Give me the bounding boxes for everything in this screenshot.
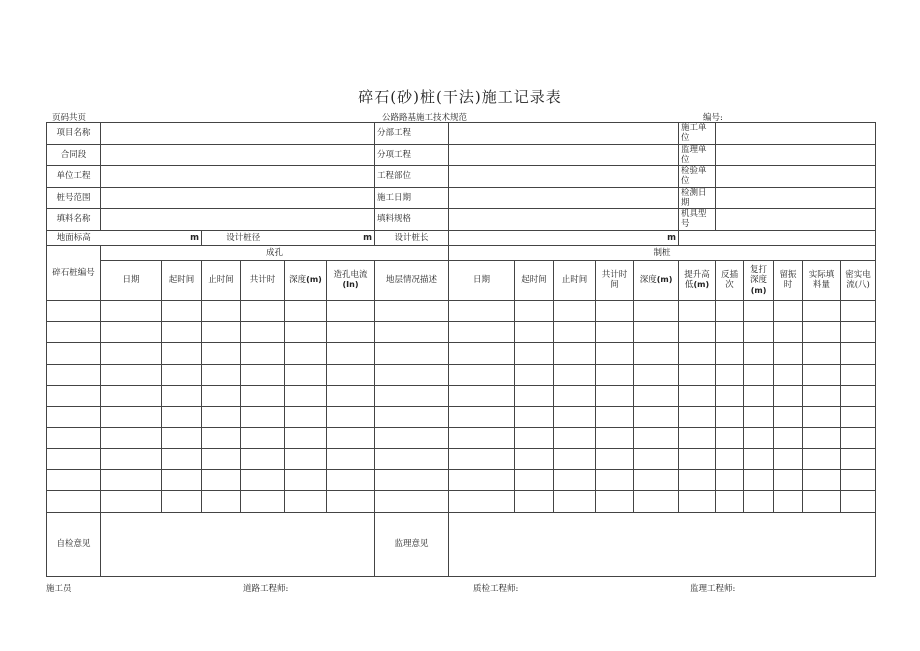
entry-cell[interactable] [375,491,449,512]
info-value-field[interactable] [716,166,876,188]
entry-cell[interactable] [285,470,327,491]
info-label: 监理单位 [679,144,716,166]
entry-cell[interactable] [774,470,803,491]
vibration-time-header: 留振时 [774,260,803,300]
info-value-field[interactable] [101,144,375,166]
construction-record-table [46,122,876,577]
entry-cell[interactable] [803,385,841,406]
road-engineer-label: 道路工程师: [243,584,289,594]
entry-cell[interactable] [162,301,202,322]
info-value-field[interactable] [716,144,876,166]
entry-cell[interactable] [774,301,803,322]
entry-cell[interactable] [716,301,744,322]
entry-cell[interactable] [744,491,774,512]
entry-cell[interactable] [285,427,327,448]
entry-cell[interactable] [744,322,774,343]
entry-cell[interactable] [47,470,101,491]
entry-cell[interactable] [774,343,803,364]
entry-cell[interactable] [716,322,744,343]
entry-cell[interactable] [634,449,679,470]
table-row [47,322,876,343]
info-label: 分部工程 [375,123,449,145]
entry-cell[interactable] [774,385,803,406]
entry-cell[interactable] [162,406,202,427]
entry-cell[interactable] [202,491,241,512]
info-label: 单位工程 [47,166,101,188]
self-check-label: 自检意见 [47,512,101,576]
entry-cell[interactable] [285,491,327,512]
entry-cell[interactable] [554,385,596,406]
entry-cell[interactable] [101,301,162,322]
design-length-label: 设计桩长 [375,230,449,245]
pile-start-header: 起时间 [515,260,554,300]
ground-elevation-label: 地面标高 [47,230,101,245]
info-label: 施工日期 [375,187,449,209]
supervision-label: 监理意见 [375,512,449,576]
info-label: 工程部位 [375,166,449,188]
entry-cell[interactable] [515,364,554,385]
design-diameter-unit: m [285,230,375,245]
entry-cell[interactable] [241,301,285,322]
entry-cell[interactable] [679,322,716,343]
hole-total-header: 共计时 [241,260,285,300]
info-value-field[interactable] [449,209,679,231]
entry-cell[interactable] [679,470,716,491]
entry-cell[interactable] [841,470,876,491]
entry-cell[interactable] [241,385,285,406]
entry-cell[interactable] [327,470,375,491]
design-length-extra [679,230,876,245]
entry-cell[interactable] [101,343,162,364]
entry-cell[interactable] [449,301,515,322]
entry-cell[interactable] [744,470,774,491]
info-label: 合同段 [47,144,101,166]
entry-cell[interactable] [634,301,679,322]
entry-cell[interactable] [449,385,515,406]
entry-cell[interactable] [285,364,327,385]
info-label: 施工单位 [679,123,716,145]
entry-cell[interactable] [744,427,774,448]
quality-engineer-label: 质检工程师: [473,584,519,594]
entry-cell[interactable] [841,449,876,470]
info-value-field[interactable] [716,187,876,209]
strata-description-header: 地层情况描述 [375,260,449,300]
table-row [47,449,876,470]
entry-cell[interactable] [47,385,101,406]
entry-cell[interactable] [241,343,285,364]
entry-cell[interactable] [634,385,679,406]
entry-cell[interactable] [449,449,515,470]
reverse-insert-header: 反插次 [716,260,744,300]
entry-cell[interactable] [101,385,162,406]
entry-cell[interactable] [515,427,554,448]
entry-cell[interactable] [554,449,596,470]
entry-cell[interactable] [841,491,876,512]
entry-cell[interactable] [774,491,803,512]
entry-cell[interactable] [803,322,841,343]
entry-cell[interactable] [634,343,679,364]
form-title: 碎石(砂)桩(干法)施工记录表 [358,88,562,106]
entry-cell[interactable] [375,427,449,448]
entry-cell[interactable] [716,491,744,512]
entry-cell[interactable] [47,301,101,322]
entry-cell[interactable] [241,322,285,343]
entry-cell[interactable] [241,427,285,448]
entry-cell[interactable] [515,343,554,364]
entry-cell[interactable] [841,322,876,343]
pile-depth-header: 深度(m) [634,260,679,300]
entry-cell[interactable] [515,385,554,406]
design-diameter-label: 设计桩径 [202,230,285,245]
info-value-field[interactable] [101,123,375,145]
entry-cell[interactable] [841,343,876,364]
entry-cell[interactable] [515,449,554,470]
entry-cell[interactable] [774,406,803,427]
entry-cell[interactable] [327,491,375,512]
entry-cell[interactable] [774,427,803,448]
table-row [47,427,876,448]
info-value-field[interactable] [716,209,876,231]
entry-cell[interactable] [202,385,241,406]
info-label: 填料名称 [47,209,101,231]
hole-stop-header: 止时间 [202,260,241,300]
pile-number-header: 碎石桩编号 [47,245,101,300]
entry-cell[interactable] [47,322,101,343]
entry-cell[interactable] [596,385,634,406]
self-check-field[interactable] [101,512,375,576]
entry-cell[interactable] [679,491,716,512]
entry-cell[interactable] [449,470,515,491]
entry-cell[interactable] [327,343,375,364]
entry-cell[interactable] [375,385,449,406]
entry-cell[interactable] [596,322,634,343]
entry-cell[interactable] [202,364,241,385]
entry-cell[interactable] [101,406,162,427]
entry-cell[interactable] [716,364,744,385]
info-value-field[interactable] [101,187,375,209]
entry-cell[interactable] [803,470,841,491]
entry-cell[interactable] [162,385,202,406]
entry-cell[interactable] [515,406,554,427]
entry-cell[interactable] [803,449,841,470]
hole-current-header: 造孔电流 (In) [327,260,375,300]
entry-cell[interactable] [596,470,634,491]
entry-cell[interactable] [803,427,841,448]
info-label: 检验单位 [679,166,716,188]
table-row [47,406,876,427]
entry-cell[interactable] [241,470,285,491]
entry-cell[interactable] [716,470,744,491]
info-label: 分项工程 [375,144,449,166]
hole-forming-group-header: 成孔 [101,245,449,260]
entry-cell[interactable] [634,470,679,491]
entry-cell[interactable] [47,406,101,427]
entry-cell[interactable] [375,301,449,322]
entry-cell[interactable] [47,364,101,385]
record-number-label: 编号: [703,113,723,123]
entry-cell[interactable] [596,427,634,448]
entry-cell[interactable] [285,385,327,406]
entry-cell[interactable] [202,406,241,427]
page-count-label: 页码共页 [52,113,87,123]
entry-cell[interactable] [841,427,876,448]
entry-cell[interactable] [327,406,375,427]
supervision-field[interactable] [449,512,876,576]
entry-cell[interactable] [285,322,327,343]
entry-cell[interactable] [679,301,716,322]
table-row [47,364,876,385]
info-value-field[interactable] [449,166,679,188]
table-row [47,385,876,406]
design-length-unit: m [449,230,679,245]
entry-cell[interactable] [803,406,841,427]
entry-cell[interactable] [744,364,774,385]
table-row [47,343,876,364]
info-value-field[interactable] [716,123,876,145]
entry-cell[interactable] [841,406,876,427]
entry-cell[interactable] [774,364,803,385]
entry-cell[interactable] [596,343,634,364]
info-value-field[interactable] [101,166,375,188]
entry-cell[interactable] [596,364,634,385]
entry-cell[interactable] [162,322,202,343]
entry-cell[interactable] [101,322,162,343]
entry-cell[interactable] [744,449,774,470]
entry-cell[interactable] [744,406,774,427]
redrive-depth-header: 复打深度(m) [744,260,774,300]
entry-cell[interactable] [47,427,101,448]
info-value-field[interactable] [449,144,679,166]
entry-cell[interactable] [47,491,101,512]
entry-cell[interactable] [202,470,241,491]
entry-cell[interactable] [803,491,841,512]
entry-cell[interactable] [375,364,449,385]
entry-cell[interactable] [449,491,515,512]
entry-cell[interactable] [202,322,241,343]
entry-cell[interactable] [327,322,375,343]
entry-cell[interactable] [634,406,679,427]
entry-cell[interactable] [449,322,515,343]
entry-cell[interactable] [841,364,876,385]
entry-cell[interactable] [285,343,327,364]
entry-cell[interactable] [375,470,449,491]
entry-cell[interactable] [327,449,375,470]
entry-cell[interactable] [162,470,202,491]
entry-cell[interactable] [679,427,716,448]
entry-cell[interactable] [679,385,716,406]
entry-cell[interactable] [554,427,596,448]
entry-cell[interactable] [841,385,876,406]
entry-cell[interactable] [515,301,554,322]
entry-cell[interactable] [375,322,449,343]
entry-cell[interactable] [554,322,596,343]
supervision-engineer-label: 监理工程师: [690,584,736,594]
entry-cell[interactable] [515,470,554,491]
entry-cell[interactable] [47,449,101,470]
entry-cell[interactable] [515,322,554,343]
entry-cell[interactable] [716,385,744,406]
entry-cell[interactable] [679,449,716,470]
entry-cell[interactable] [634,364,679,385]
entry-cell[interactable] [241,491,285,512]
entry-cell[interactable] [716,406,744,427]
entry-cell[interactable] [162,491,202,512]
info-label: 项目名称 [47,123,101,145]
entry-cell[interactable] [554,406,596,427]
entry-cell[interactable] [803,301,841,322]
constructor-label: 施工员 [46,584,72,594]
entry-cell[interactable] [375,449,449,470]
dense-current-header: 密实电流(八) [841,260,876,300]
info-label: 检测日期 [679,187,716,209]
entry-cell[interactable] [375,343,449,364]
entry-cell[interactable] [101,449,162,470]
entry-cell[interactable] [101,470,162,491]
entry-cell[interactable] [596,301,634,322]
entry-cell[interactable] [285,301,327,322]
info-label: 机具型号 [679,209,716,231]
pile-date-header: 日期 [449,260,515,300]
entry-cell[interactable] [596,449,634,470]
entry-cell[interactable] [449,406,515,427]
entry-cell[interactable] [744,343,774,364]
entry-cell[interactable] [285,449,327,470]
entry-cell[interactable] [202,343,241,364]
entry-cell[interactable] [634,427,679,448]
hole-depth-header: 深度(m) [285,260,327,300]
info-value-field[interactable] [449,187,679,209]
info-value-field[interactable] [449,123,679,145]
pile-making-group-header: 制桩 [449,245,876,260]
entry-cell[interactable] [241,406,285,427]
entry-cell[interactable] [716,427,744,448]
entry-cell[interactable] [596,406,634,427]
entry-cell[interactable] [162,364,202,385]
entry-cell[interactable] [554,301,596,322]
entry-cell[interactable] [202,449,241,470]
entry-cell[interactable] [744,301,774,322]
entry-cell[interactable] [101,364,162,385]
entry-cell[interactable] [241,449,285,470]
entry-cell[interactable] [285,406,327,427]
entry-cell[interactable] [554,470,596,491]
entry-cell[interactable] [634,322,679,343]
lift-height-header: 提升高低(m) [679,260,716,300]
table-row [47,470,876,491]
table-row [47,491,876,512]
entry-cell[interactable] [47,343,101,364]
entry-cell[interactable] [634,491,679,512]
entry-cell[interactable] [554,364,596,385]
entry-cell[interactable] [716,449,744,470]
entry-cell[interactable] [375,406,449,427]
info-value-field[interactable] [101,209,375,231]
entry-cell[interactable] [679,364,716,385]
entry-cell[interactable] [774,449,803,470]
entry-cell[interactable] [162,343,202,364]
entry-cell[interactable] [241,364,285,385]
info-label: 桩号范围 [47,187,101,209]
entry-cell[interactable] [449,364,515,385]
entry-cell[interactable] [449,427,515,448]
entry-cell[interactable] [803,364,841,385]
spec-reference: 公路路基施工技术规范 [382,113,468,123]
entry-cell[interactable] [162,427,202,448]
entry-cell[interactable] [449,343,515,364]
ground-elevation-unit: m [101,230,202,245]
info-label: 填料规格 [375,209,449,231]
actual-fill-header: 实际填料量 [803,260,841,300]
entry-cell[interactable] [744,385,774,406]
entry-cell[interactable] [679,343,716,364]
pile-total-header: 共计时间 [596,260,634,300]
entry-cell[interactable] [101,427,162,448]
entry-cell[interactable] [327,427,375,448]
entry-cell[interactable] [327,301,375,322]
entry-cell[interactable] [202,427,241,448]
hole-start-header: 起时间 [162,260,202,300]
entry-cell[interactable] [774,322,803,343]
hole-date-header: 日期 [101,260,162,300]
entry-cell[interactable] [515,491,554,512]
entry-cell[interactable] [327,385,375,406]
table-row [47,301,876,322]
entry-cell[interactable] [327,364,375,385]
entry-cell[interactable] [679,406,716,427]
pile-stop-header: 止时间 [554,260,596,300]
entry-cell[interactable] [716,343,744,364]
entry-cell[interactable] [596,491,634,512]
entry-cell[interactable] [101,491,162,512]
entry-cell[interactable] [162,449,202,470]
entry-cell[interactable] [554,343,596,364]
entry-cell[interactable] [202,301,241,322]
entry-cell[interactable] [803,343,841,364]
entry-cell[interactable] [841,301,876,322]
entry-cell[interactable] [554,491,596,512]
